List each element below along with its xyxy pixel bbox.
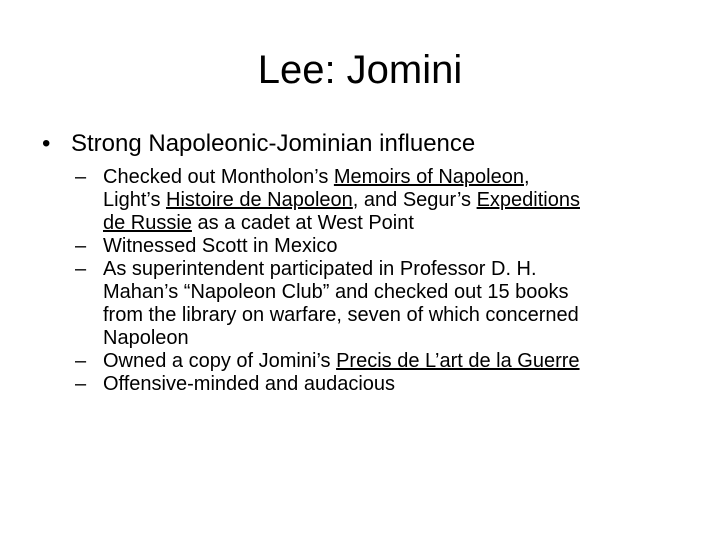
- sub-bullet-marker: –: [75, 373, 87, 395]
- sub-bullet-text: , and Segur’s: [352, 189, 477, 211]
- sub-bullet-line: [103, 166, 685, 189]
- sub-bullet-line: [103, 212, 685, 235]
- sub-bullet-text: Offensive-minded and audacious: [103, 373, 396, 395]
- sub-bullet-text: as a cadet at West Point: [191, 212, 414, 234]
- sub-bullet-item: [75, 373, 685, 396]
- sub-bullet-item: [75, 235, 685, 258]
- book-title-memoirs: Memoirs of Napoleon: [333, 166, 524, 188]
- sub-bullet-item: [75, 258, 685, 350]
- sub-bullet-line: from the library on warfare, seven of which concerned: [103, 304, 579, 326]
- bullet-marker: •: [42, 130, 51, 157]
- book-title-expeditions: Expeditions: [476, 189, 580, 211]
- sub-bullet-item: [75, 166, 685, 235]
- book-title-precis: Precis de L’art de la Guerre: [336, 350, 580, 372]
- sub-bullet-marker: –: [75, 166, 87, 188]
- sub-bullet-list: [75, 166, 685, 396]
- main-bullet-text: Strong Napoleonic-Jominian influence: [71, 130, 476, 157]
- sub-bullet-marker: –: [75, 350, 87, 372]
- sub-bullet-marker: –: [75, 235, 87, 257]
- sub-bullet-line: [103, 350, 685, 373]
- sub-bullet-text: Light’s: [103, 189, 167, 211]
- sub-bullet-text: Owned a copy of Jomini’s: [103, 350, 337, 372]
- sub-bullet-text: Checked out Montholon’s: [103, 166, 334, 188]
- slide-title: Lee: Jomini: [257, 48, 463, 92]
- sub-bullet-text: Witnessed Scott in Mexico: [103, 235, 338, 257]
- sub-bullet-line: Mahan’s “Napoleon Club” and checked out 15 books: [103, 281, 569, 303]
- sub-bullet-line: As superintendent participated in Professor D. H.: [103, 258, 537, 280]
- sub-bullet-item: [75, 350, 685, 373]
- sub-bullet-line: [103, 189, 685, 212]
- sub-bullet-text: ,: [523, 166, 530, 188]
- book-title-histoire: Histoire de Napoleon: [166, 189, 353, 211]
- sub-bullet-line: Napoleon: [103, 327, 189, 349]
- book-title-expeditions-cont: de Russie: [103, 212, 192, 234]
- sub-bullet-marker: –: [75, 258, 87, 280]
